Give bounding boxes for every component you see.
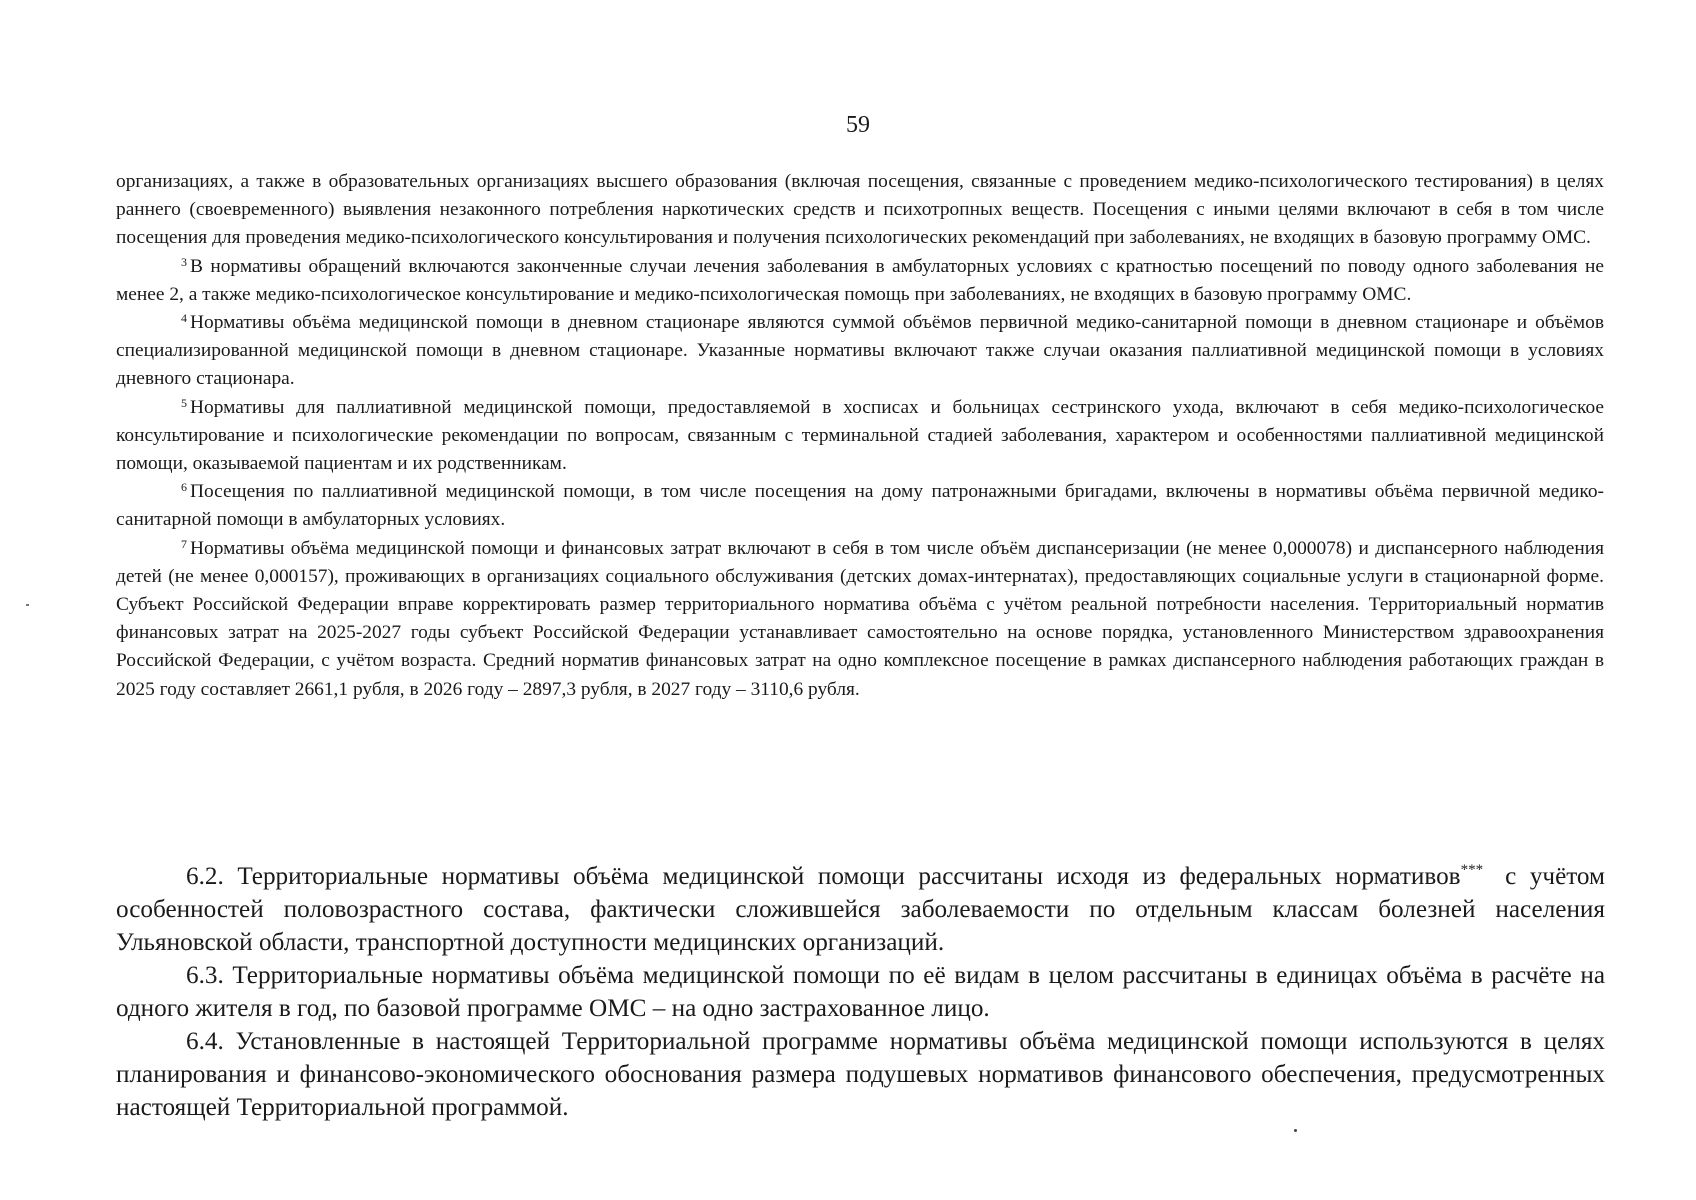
footnote-4 — [116, 309, 1604, 394]
footnote-marker: 7 — [181, 536, 187, 551]
footnote-continuation: организациях, а также в образовательных организациях высшего образования (включая посещения, связанные с проведением медико-психологического тестирования) в целях раннего (своевременного) выявления незаконного потребления наркотических средств и психотропных веществ. Посещения с иными целями включают в себя в том числе посещения для проведения медико-психологического консультирования и получения психологических рекомендаций при заболеваниях, не входящих в базовую программу ОМС. — [116, 171, 1604, 249]
footnote-marker: 3 — [181, 254, 187, 269]
footnote-marker: 5 — [181, 395, 187, 410]
footnote-6 — [116, 478, 1604, 534]
footnote-text: В нормативы обращений включаются законченные случаи лечения заболевания в амбулаторных условиях с кратностью посещений по поводу одного заболевания не менее 2, а также медико-психологическое консультирование и медико-психологическая помощь при заболеваниях, не входящих в базовую программу ОМС. — [116, 255, 1604, 305]
section-6-4: 6.4. Установленные в настоящей Территориальной программе нормативы объёма медицинской помощи используются в целях планирования и финансово-экономического обоснования размера подушевых нормативов финансового обеспечения, предусмотренных настоящей Территориальной программой. — [116, 1028, 1605, 1121]
section-6-2-footnote-marker: *** — [1460, 862, 1484, 878]
section-6-2-text-end: с учётом особенностей половозрастного состава, фактически сложившейся заболеваемости по отдельным классам болезней населения Ульяновской области, транспортной доступности медицинских организаций. — [116, 863, 1605, 956]
section-6-2 — [116, 860, 1605, 959]
stray-dot-mark — [1294, 1129, 1297, 1132]
footnote-3 — [116, 253, 1604, 309]
footnotes-block — [116, 168, 1604, 704]
footnote-text: Нормативы для паллиативной медицинской помощи, предоставляемой в хосписах и больницах сестринского ухода, включают в себя медико-психологическое консультирование и психологические рекомендации по вопросам, связанным с терминальной стадией заболевания, характером и особенностями паллиативной медицинской помощи, оказываемой пациентам и их родственникам. — [116, 396, 1604, 475]
footnote-7 — [116, 535, 1604, 704]
main-sections — [116, 860, 1605, 1124]
footnote-text: Нормативы объёма медицинской помощи и финансовых затрат включают в себя в том числе объём диспансеризации (не менее 0,000078) и диспансерного наблюдения детей (не менее 0,000157), проживающих в организациях социального обслуживания (детских домах-интернатах), предоставляющих социальные услуги в стационарной форме. Субъект Российской Федерации вправе корректировать размер территориального норматива объёма с учётом реальной потребности населения. Территориальный норматив финансовых затрат на 2025-2027 годы субъект Российской Федерации устанавливает самостоятельно на основе порядка, установленного Министерством здравоохранения Российской Федерации, с учётом возраста. Средний норматив финансовых затрат на одно комплексное посещение в рамках диспансерного наблюдения работающих граждан в 2025 году составляет 2661,1 рубля, в 2026 году – 2897,3 рубля, в 2027 году – 3110,6 рубля. — [116, 537, 1604, 700]
footnote-text: Нормативы объёма медицинской помощи в дневном стационаре являются суммой объёмов первичной медико-санитарной помощи в дневном стационаре и объёмов специализированной медицинской помощи в дневном стационаре. Указанные нормативы включают также случаи оказания паллиативной медицинской помощи в условиях дневного стационара. — [116, 312, 1604, 390]
page-number: 59 — [846, 112, 870, 138]
section-6-3: 6.3. Территориальные нормативы объёма медицинской помощи по её видам в целом рассчитаны в единицах объёма в расчёте на одного жителя в год, по базовой программе ОМС – на одно застрахованное лицо. — [116, 962, 1605, 1022]
footnote-marker: 6 — [181, 480, 187, 495]
footnote-marker: 4 — [181, 311, 187, 326]
footnote-5 — [116, 394, 1604, 479]
margin-dot-mark — [26, 604, 29, 606]
section-6-2-text-start: 6.2. Территориальные нормативы объёма медицинской помощи рассчитаны исходя из федеральных нормативов — [186, 863, 1461, 890]
footnote-text: Посещения по паллиативной медицинской помощи, в том числе посещения на дому патронажными бригадами, включены в нормативы объёма первичной медико-санитарной помощи в амбулаторных условиях. — [116, 481, 1604, 531]
